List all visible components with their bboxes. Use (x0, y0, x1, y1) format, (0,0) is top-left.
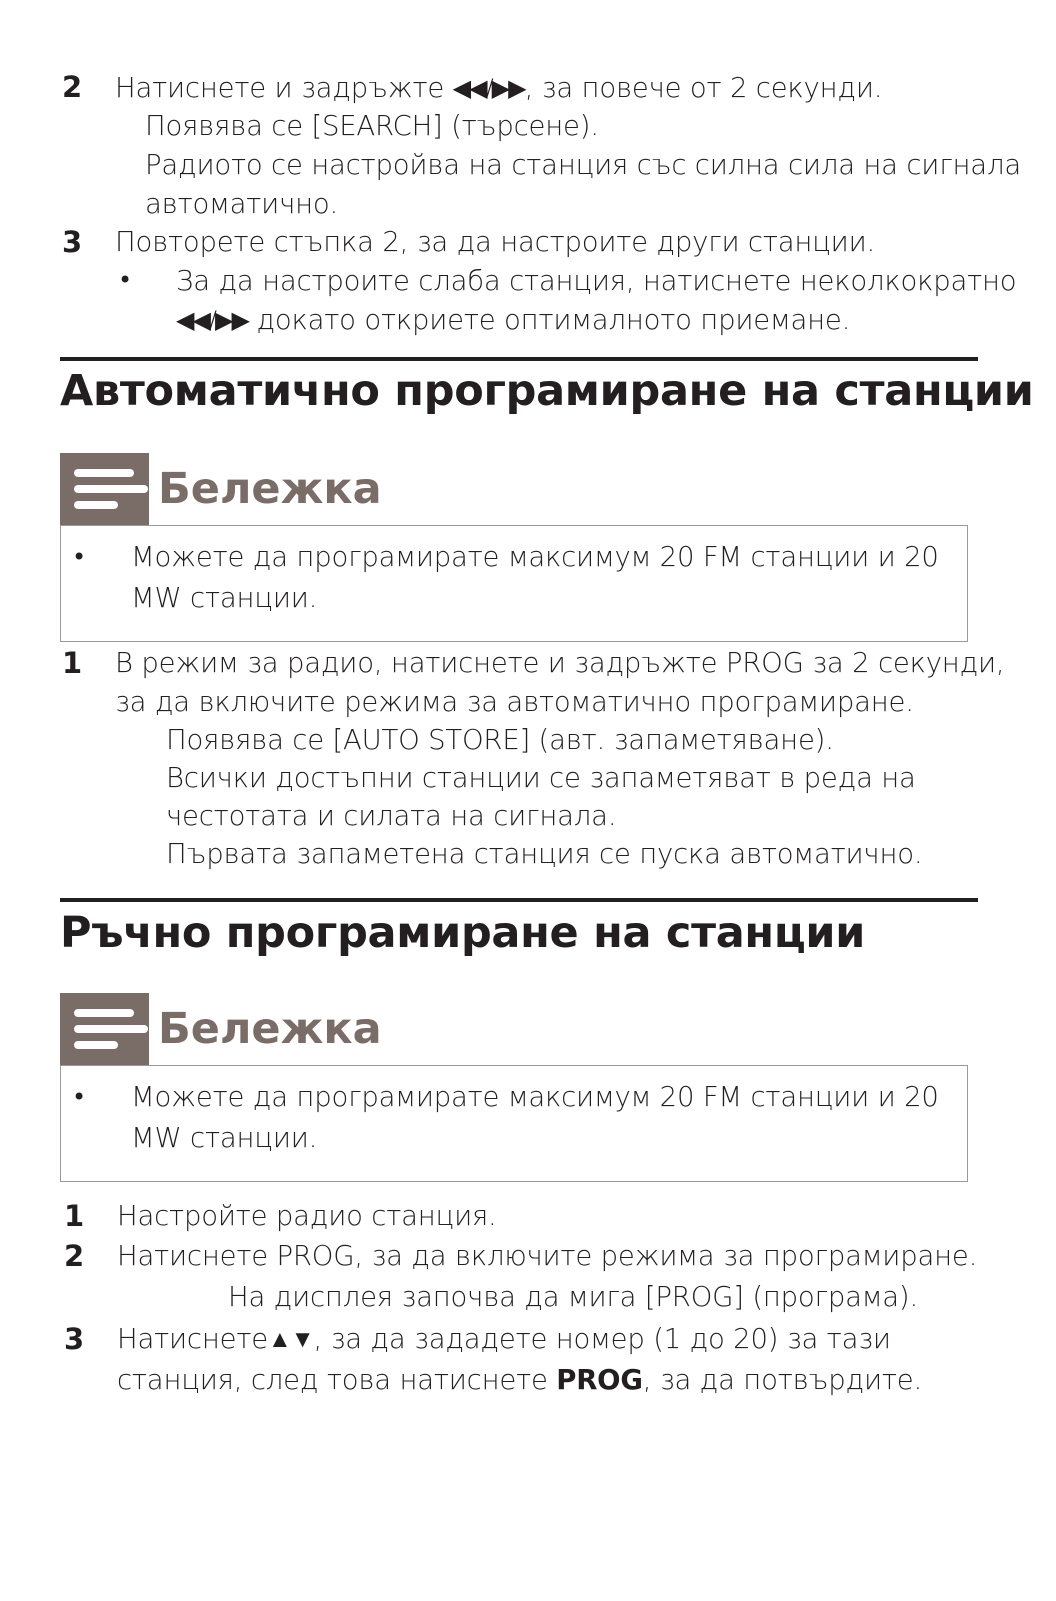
prev-next-icon: ◀◀/▶▶ (452, 74, 525, 102)
step-text-end: , за повече от 2 секунди. (524, 72, 883, 104)
note-box (60, 525, 968, 642)
step-text: Настройте радио станция. (117, 1200, 497, 1232)
step-result: автоматично. (145, 188, 339, 220)
step-text-end: , за да потвърдите. (642, 1364, 923, 1396)
step-text: В режим за радио, натиснете и задръжте PROG за 2 секунди, (115, 647, 1005, 679)
step-text: за да включите режима за автоматично програмиране. (115, 686, 914, 718)
step-text (117, 1364, 922, 1396)
note-title: Бележка (158, 464, 382, 514)
step-text-end: , за да зададете номер (1 до 20) за тази (313, 1323, 891, 1355)
note-text: Можете да програмирате максимум 20 FM станции и 20 (131, 1081, 939, 1113)
section-divider (60, 357, 978, 361)
section-heading: Ръчно програмиране на станции (60, 908, 866, 958)
step-number: 2 (62, 70, 83, 104)
sub-item-text (176, 304, 850, 336)
note-text: Можете да програмирате максимум 20 FM станции и 20 (131, 541, 939, 573)
prev-next-icon: ◀◀/▶▶ (176, 306, 248, 334)
step-result: Появява се [SEARCH] (търсене). (145, 110, 599, 142)
step-number: 3 (64, 1322, 85, 1356)
section-heading: Автоматично програмиране на станции (60, 366, 1034, 416)
prog-key-label: PROG (556, 1364, 643, 1396)
sub-item-text: За да настроите слаба станция, натиснете неколкократно (176, 265, 1017, 297)
sub-item-text-end: докато откриете оптималното приемане. (247, 304, 851, 336)
bullet-icon: • (72, 543, 87, 571)
note-text: MW станции. (131, 1122, 318, 1154)
step-text (115, 72, 882, 104)
step-text: Натиснете PROG, за да включите режима за програмиране. (117, 1240, 978, 1272)
step-text-start: станция, след това натиснете (117, 1364, 557, 1396)
step-number: 1 (64, 1199, 85, 1233)
step-result: На дисплея започва да мига [PROG] (програма). (228, 1281, 918, 1313)
section-divider (60, 898, 978, 902)
step-text: Повторете стъпка 2, за да настроите други станции. (115, 226, 876, 258)
bullet-icon: • (72, 1083, 87, 1111)
note-box (60, 1065, 968, 1182)
step-result: Появява се [AUTO STORE] (авт. запаметяване). (166, 724, 834, 756)
step-number: 2 (64, 1239, 85, 1273)
step-result: Всички достъпни станции се запаметяват в реда на (166, 762, 916, 794)
step-number: 3 (62, 225, 83, 259)
step-result: Радиото се настройва на станция със силна сила на сигнала (145, 149, 1021, 181)
step-result: честотата и силата на сигнала. (166, 800, 617, 832)
note-lines-icon (60, 453, 149, 525)
up-down-arrows-icon: ▲▼ (267, 1325, 314, 1353)
step-result: Първата запаметена станция се пуска автоматично. (166, 838, 923, 870)
bullet-icon: • (118, 266, 133, 294)
step-number: 1 (62, 646, 83, 680)
note-title: Бележка (158, 1004, 382, 1054)
step-text (117, 1323, 891, 1355)
step-text-start: Натиснете (117, 1323, 268, 1355)
note-lines-icon (60, 993, 149, 1065)
step-text-start: Натиснете и задръжте (115, 72, 453, 104)
note-text: MW станции. (131, 582, 318, 614)
